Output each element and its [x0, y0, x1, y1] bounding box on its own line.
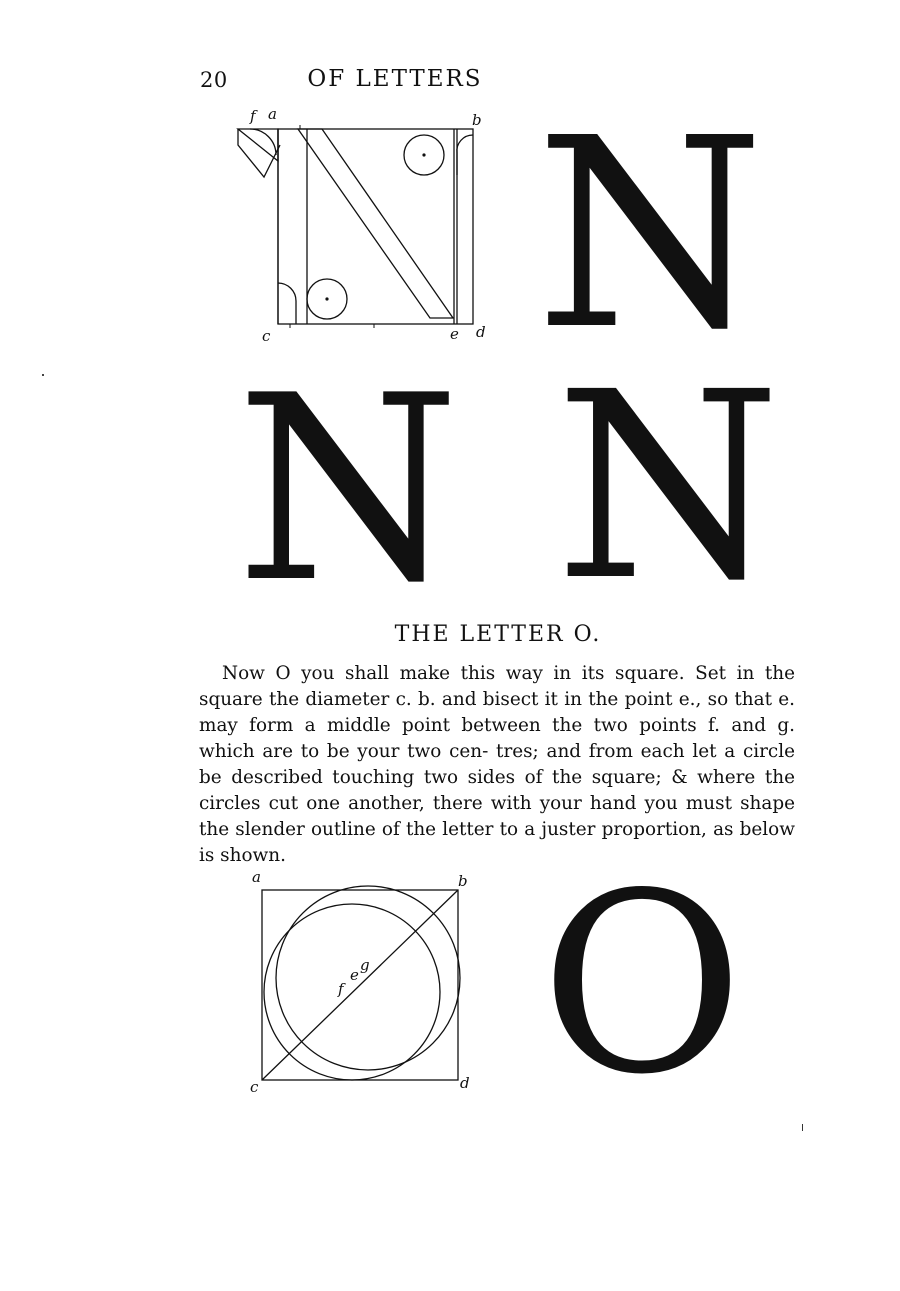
point-label-b: b	[472, 111, 482, 129]
point-label-d: d	[476, 323, 486, 341]
letter-n-display-bottom-right	[555, 337, 781, 637]
letter-n-glyph: N	[555, 337, 781, 637]
point-label-f: f	[338, 980, 344, 998]
point-label-c: c	[250, 1078, 259, 1096]
point-label-e: e	[350, 966, 359, 984]
letter-n-glyph: N	[535, 82, 765, 387]
stray-mark	[802, 1124, 803, 1131]
letter-n-construction-diagram	[230, 105, 500, 345]
point-label-e: e	[450, 325, 459, 343]
body-text	[199, 661, 795, 869]
n-diagonal-stroke	[298, 129, 453, 318]
point-label-a: a	[268, 105, 277, 123]
letter-n-glyph: N	[236, 341, 460, 639]
letter-n-display-bottom-left	[236, 341, 460, 639]
letter-o-glyph: O	[540, 841, 744, 1129]
diameter-line	[262, 890, 458, 1080]
point-label-f: f	[250, 107, 256, 125]
point-label-a: a	[252, 868, 261, 886]
point-label-b: b	[458, 872, 468, 890]
point-label-g: g	[360, 956, 370, 974]
point-label-d: d	[460, 1074, 470, 1092]
point-label-c: c	[262, 327, 271, 345]
letter-n-display-top-right	[530, 82, 770, 387]
section-heading: THE LETTER O.	[394, 622, 602, 647]
letter-o-display	[540, 841, 745, 1129]
page-number: 20	[200, 68, 228, 92]
running-title: OF LETTERS	[307, 66, 483, 92]
stray-mark	[42, 374, 44, 376]
paragraph: Now O you shall make this way in its square. Set in the square the diameter c. b. and bisect it in the point e., so that e. may form a middle point between the two points f. and g. which are to be your two cen- tres; and from each let a circle be described touching two sides of the square; & where the circles cut one another, there with your hand you must shape the slender outline of the letter to a juster proportion, as below is shown.	[199, 663, 795, 866]
letter-o-construction-diagram	[240, 862, 480, 1094]
